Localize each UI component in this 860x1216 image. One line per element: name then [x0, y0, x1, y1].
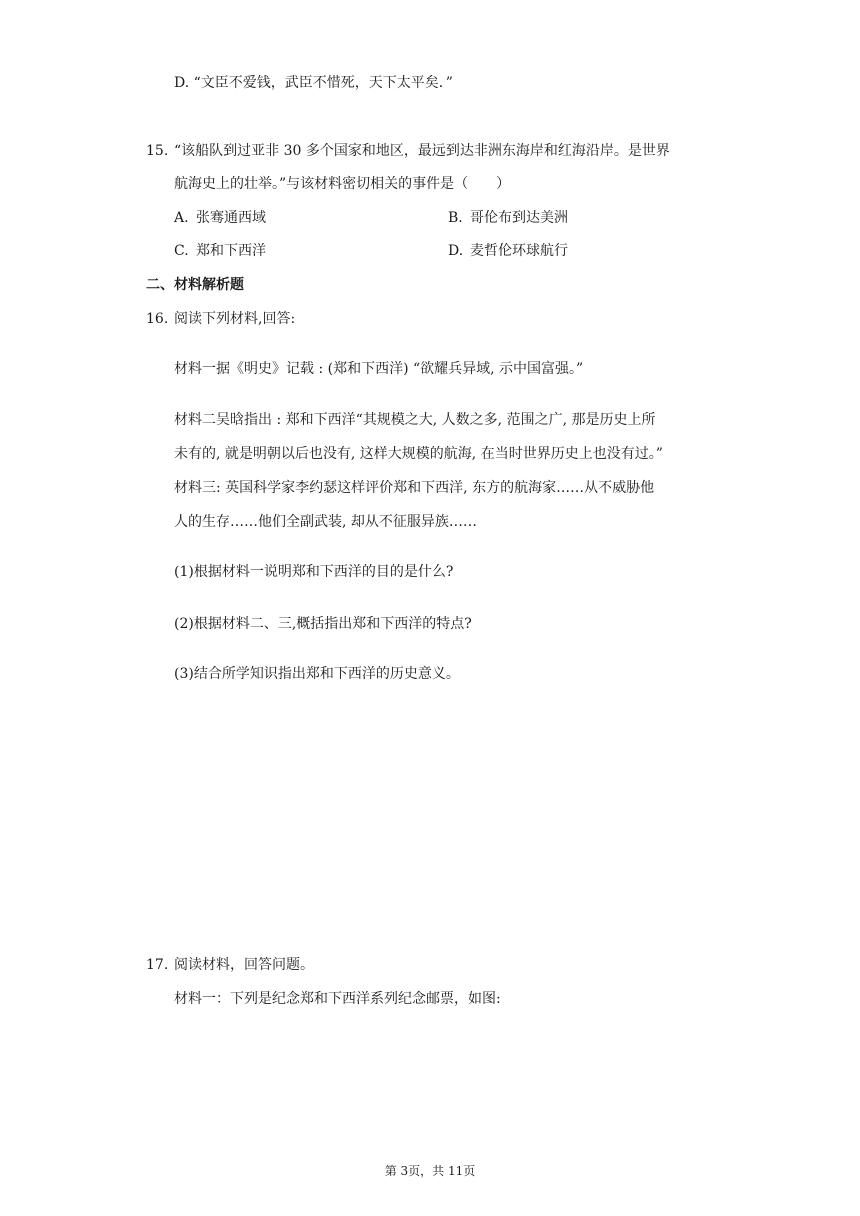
- q16-material2-line1: 材料二吴晗指出 : 郑和下西洋“其规模之大, 人数之多, 范围之广, 那是历史上所: [174, 412, 656, 428]
- q16-sub-question-2: (2)根据材料二、三,概括指出郑和下西洋的特点?: [174, 616, 472, 632]
- q16-number: 16.: [146, 311, 169, 327]
- option-text: 哥伦布到达美洲: [470, 210, 568, 226]
- q15-stem-line1: “该船队到过亚非 30 多个国家和地区，最远到达非洲东海岸和红海沿岸。是世界: [174, 143, 670, 159]
- q17-stem: 阅读材料，回答问题。: [174, 957, 314, 973]
- q16-sub-question-1: (1)根据材料一说明郑和下西洋的目的是什么?: [174, 564, 454, 580]
- q15-number: 15.: [146, 143, 169, 159]
- q16-stem: 阅读下列材料,回答:: [174, 311, 296, 327]
- q16-material2-line2: 未有的, 就是明朝以后也没有, 这样大规模的航海, 在当时世界历史上也没有过。”: [174, 446, 663, 462]
- option-letter: A.: [174, 210, 189, 226]
- q16-material3-line2: 人的生存‥‥‥他们全副武装, 却从不征服异族‥‥‥: [174, 514, 477, 530]
- q15-option-c: [174, 241, 266, 261]
- q15-option-a: [174, 208, 266, 228]
- q16-material1: 材料一据《明史》记载 : (郑和下西洋) “欲耀兵异域, 示中国富强。”: [174, 361, 584, 377]
- q14-option-d: D. “文臣不爱钱，武臣不惜死，天下太平矣．”: [174, 75, 453, 91]
- section-heading: 二、材料解析题: [146, 277, 244, 293]
- page-footer: 第 3页，共 11页: [384, 1164, 476, 1178]
- q17-number: 17.: [146, 957, 169, 973]
- option-text: 张骞通西域: [196, 210, 266, 226]
- option-text: 郑和下西洋: [196, 243, 266, 259]
- q15-stem-line2: 航海史上的壮举。”与该材料密切相关的事件是（ ）: [174, 176, 511, 192]
- q17-material1: 材料一：下列是纪念郑和下西洋系列纪念邮票，如图:: [174, 991, 501, 1007]
- q16-material3-line1: 材料三: 英国科学家李约瑟这样评价郑和下西洋, 东方的航海家‥‥‥从不威胁他: [174, 480, 655, 496]
- option-text: 麦哲伦环球航行: [470, 243, 568, 259]
- q15-option-d: [448, 241, 568, 261]
- option-letter: C.: [174, 243, 189, 259]
- q15-option-b: [448, 208, 568, 228]
- q16-sub-question-3: (3)结合所学知识指出郑和下西洋的历史意义。: [174, 666, 460, 682]
- option-letter: B.: [448, 210, 463, 226]
- option-letter: D.: [448, 243, 464, 259]
